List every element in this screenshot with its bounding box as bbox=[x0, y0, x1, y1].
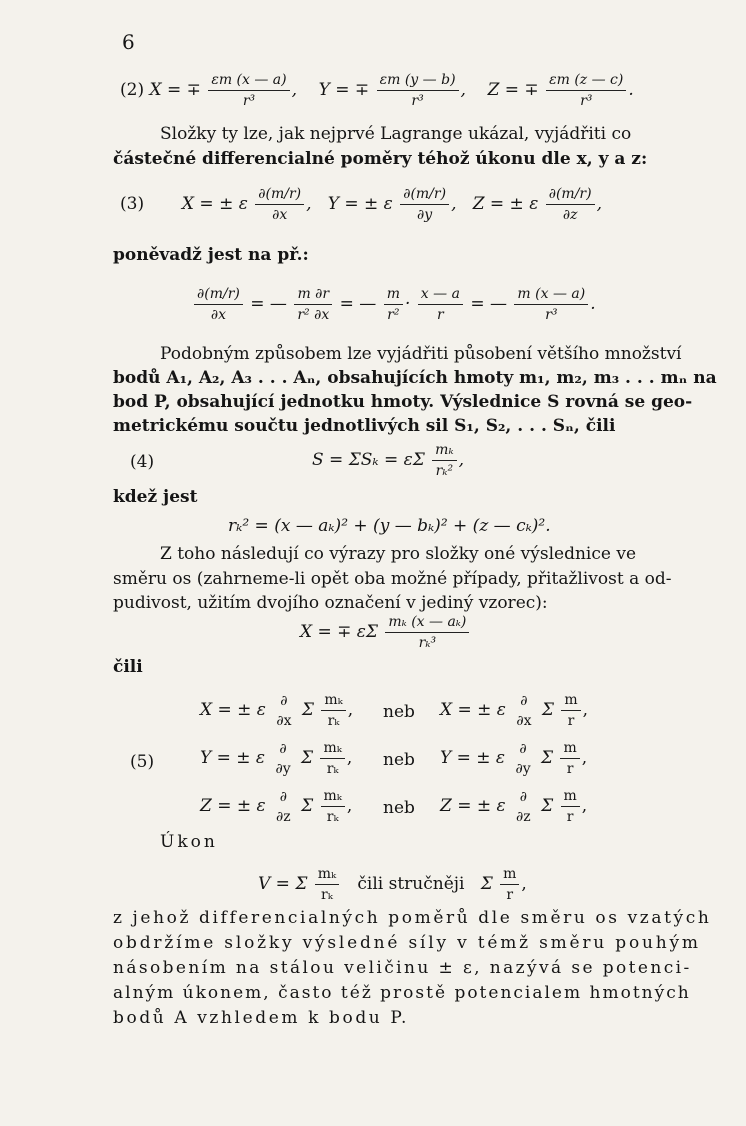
eq5-x-alt-num: m bbox=[561, 690, 580, 711]
ex-t2b-frac bbox=[418, 284, 463, 325]
eq5-x-alt-d: ∂ bbox=[520, 692, 528, 709]
eq5-z-alt-sum: Σ bbox=[541, 796, 554, 816]
eq4-frac bbox=[432, 440, 456, 481]
eq5-z-alt-frac bbox=[561, 786, 580, 827]
eqx-den: rₖ³ bbox=[418, 635, 437, 651]
eq3-z-frac bbox=[546, 184, 595, 225]
eq5-y-alt-num: m bbox=[560, 738, 579, 759]
eq3-y-frac bbox=[400, 184, 449, 225]
eqx-lhs: X = ∓ εΣ bbox=[300, 622, 378, 642]
eq5-y-alt-lhs: Y = ± ε bbox=[440, 748, 506, 768]
eq5-y-alt-dv: ∂y bbox=[515, 760, 531, 777]
eq2-x-num: εm (x — a) bbox=[208, 70, 289, 91]
eq5-y-alt-deriv bbox=[512, 739, 533, 779]
eq2-x-den: r³ bbox=[242, 93, 256, 109]
eq5-row-x: X = ± ε ∂ ∂x Σ $\frac{\text{mₖ}}{\text{rₖ}}$ , bbox=[200, 692, 354, 729]
eqv-sum: Σ bbox=[480, 874, 493, 894]
equation-4: S = ΣSₖ = εΣ $\frac{\text{mₖ}}{\text{rₖ²}}$ , bbox=[312, 442, 464, 479]
eqv-den2: r bbox=[506, 887, 514, 903]
eq5-row-y: Y = ± ε ∂ ∂y Σ $\frac{\text{mₖ}}{\text{rₖ}}$ , bbox=[200, 740, 353, 777]
eq5-z-alt-num: m bbox=[561, 786, 580, 807]
eq2-z-num: εm (z — c) bbox=[546, 70, 626, 91]
eq5-y-alt-sum: Σ bbox=[541, 748, 554, 768]
equation-5-label: (5) bbox=[130, 752, 155, 772]
eq3-y-den: ∂y bbox=[417, 207, 433, 223]
paragraph-1-line-1: Složky ty lze, jak nejprvé Lagrange ukázal, vyjádřiti co bbox=[160, 124, 632, 144]
eq5-z-sum: Σ bbox=[301, 796, 314, 816]
eq5-x-deriv bbox=[273, 691, 294, 731]
paragraph-4-line-2: obdržíme složky výsledné síly v témž směru pouhým bbox=[113, 933, 701, 953]
eq5-y-alt-d: ∂ bbox=[519, 740, 527, 757]
ex-lhs-num: ∂(m/r) bbox=[194, 284, 243, 305]
eq5-x-alt-sum: Σ bbox=[541, 700, 554, 720]
eq5-y-d: ∂ bbox=[279, 740, 287, 757]
ukon-text: Úkon bbox=[160, 832, 218, 852]
eq3-z-num: ∂(m/r) bbox=[546, 184, 595, 205]
eq5-z-deriv bbox=[273, 787, 294, 827]
eq2-z-frac bbox=[546, 70, 626, 111]
paragraph-1-line-2: částečné differencialné poměry téhož úkonu dle x, y a z: bbox=[113, 149, 648, 169]
eqv-mid: čili stručněji bbox=[357, 874, 465, 894]
eq5-neb-3: neb bbox=[383, 798, 415, 818]
eq5-x-alt-lhs: X = ± ε bbox=[440, 700, 506, 720]
ex-lhs-den: ∂x bbox=[210, 307, 226, 323]
eq5-neb-1: neb bbox=[383, 702, 415, 722]
eq5-z-alt-den: r bbox=[566, 809, 574, 825]
paragraph-2-line-4: metrickému součtu jednotlivých sil S₁, S₂, . . . Sₙ, čili bbox=[113, 416, 616, 436]
eq3-z-den: ∂z bbox=[562, 207, 578, 223]
equation-2: (2) X = ∓ $\frac{\varepsilon m (x — a)}{\text{r³}}$ , Y = ∓ $\frac{\varepsilon m (y — b)}{\text{r³}}$ , Z = ∓ $\frac{\varepsilon m (z — c)}{\text{r³}}$ . bbox=[120, 72, 634, 109]
eq3-z-lhs: Z = ± ε bbox=[472, 194, 539, 214]
eq5-z-alt-dv: ∂z bbox=[516, 808, 531, 825]
eq5-x-alt-den: r bbox=[567, 713, 575, 729]
eq5-x-sum: Σ bbox=[301, 700, 314, 720]
eq3-y-lhs: Y = ± ε bbox=[327, 194, 393, 214]
eq5-x-lhs: X = ± ε bbox=[200, 700, 266, 720]
eq5-row-z-alt: Z = ± ε ∂ ∂z Σ $\frac{m}{r}$ , bbox=[440, 788, 588, 825]
ponevadz-text: poněvadž jest na př.: bbox=[113, 245, 309, 265]
paragraph-4-line-5: bodů A vzhledem k bodu P. bbox=[113, 1008, 409, 1028]
equation-v: V = Σ $\frac{\text{mₖ}}{\text{rₖ}}$ čili stručněji Σ $\frac{m}{r}$ , bbox=[258, 866, 527, 903]
eq5-x-d: ∂ bbox=[280, 692, 288, 709]
eq5-x-alt-dv: ∂x bbox=[516, 712, 532, 729]
ex-lhs-frac bbox=[194, 284, 243, 325]
eq3-x-frac bbox=[255, 184, 304, 225]
eq5-neb-2: neb bbox=[383, 750, 415, 770]
eq4-lhs: S = ΣSₖ = εΣ bbox=[312, 450, 425, 470]
equation-r: rₖ² = (x — aₖ)² + (y — bₖ)² + (z — cₖ)². bbox=[228, 516, 551, 536]
eq5-x-num: mₖ bbox=[321, 690, 345, 711]
eqv-den: rₖ bbox=[321, 887, 333, 903]
eq3-x-num: ∂(m/r) bbox=[255, 184, 304, 205]
ex-t2a-den: r² bbox=[387, 307, 400, 323]
equation-3: (3) X = ± ε $\frac{\partial(m/r)}{\partial x}$ , Y = ± ε $\frac{\partial(m/r)}{\partial y}$ , Z = ± ε $\frac{\partial(m/r)}{\partial z}$ , bbox=[120, 186, 602, 223]
cili-text: čili bbox=[113, 657, 143, 677]
paragraph-4-line-1: z jehož differencialných poměrů dle směru os vzatých bbox=[113, 908, 712, 928]
ex-t3-den: r³ bbox=[545, 307, 558, 323]
eq3-y-num: ∂(m/r) bbox=[400, 184, 449, 205]
ex-t1-num: m ∂r bbox=[294, 284, 332, 305]
eq5-z-d: ∂ bbox=[279, 788, 287, 805]
kdez-text: kdež jest bbox=[113, 487, 198, 507]
eq3-x-den: ∂x bbox=[272, 207, 288, 223]
eq4-den: rₖ² bbox=[435, 463, 454, 479]
eq5-y-alt-frac bbox=[560, 738, 579, 779]
ex-t2a-frac bbox=[384, 284, 403, 325]
eq5-x-dv: ∂x bbox=[276, 712, 292, 729]
eq5-x-alt-deriv bbox=[513, 691, 534, 731]
eqv-lhs: V = Σ bbox=[258, 874, 308, 894]
eqx-frac bbox=[385, 612, 469, 653]
page-number: 6 bbox=[122, 30, 135, 54]
paragraph-3-line-1: Z toho následují co výrazy pro složky oné výslednice ve bbox=[160, 544, 637, 564]
paragraph-3-line-3: pudivost, užitím dvojího označení v jediný vzorec): bbox=[113, 593, 548, 613]
paragraph-3-line-2: směru os (zahrneme-li opět oba možné případy, přitažlivost a od- bbox=[113, 569, 672, 589]
eq2-z-lhs: Z = ∓ bbox=[487, 80, 539, 100]
eq2-y-den: r³ bbox=[411, 93, 424, 109]
eq5-z-den: rₖ bbox=[326, 809, 339, 825]
equation-x-sum bbox=[300, 612, 471, 653]
eq5-z-num: mₖ bbox=[321, 786, 345, 807]
eq2-y-frac bbox=[377, 70, 459, 111]
equation-4-label: (4) bbox=[130, 452, 155, 472]
ex-t3-frac bbox=[514, 284, 588, 325]
ex-t2a-num: m bbox=[384, 284, 403, 305]
ex-t1-den: r² ∂x bbox=[297, 307, 330, 323]
eq5-x-den: rₖ bbox=[327, 713, 340, 729]
eq2-y-num: εm (y — b) bbox=[377, 70, 459, 91]
eq5-z-alt-d: ∂ bbox=[519, 788, 527, 805]
eq5-x-frac bbox=[321, 690, 345, 731]
eq4-num: mₖ bbox=[432, 440, 456, 461]
eq5-y-frac bbox=[320, 738, 344, 779]
eqx-num: mₖ (x — aₖ) bbox=[385, 612, 469, 633]
equation-example: $\frac{\partial(m/r)}{\partial x}$ = — $\frac{m \partial r}{\text{r² ∂x}}$ = — $\frac{m}{\text{r²}}$ · $\frac{x — a}{r}$ = — $\frac{m (x — a)}{\text{r³}}$ . bbox=[192, 284, 596, 325]
eq5-row-z: Z = ± ε ∂ ∂z Σ $\frac{\text{mₖ}}{\text{rₖ}}$ , bbox=[200, 788, 353, 825]
eq5-z-alt-lhs: Z = ± ε bbox=[440, 796, 506, 816]
ex-t2b-den: r bbox=[437, 307, 444, 323]
eqv-num: mₖ bbox=[315, 864, 339, 885]
eqv-frac2 bbox=[500, 864, 519, 905]
ex-t2b-num: x — a bbox=[418, 284, 463, 305]
equation-3-label: (3) bbox=[120, 194, 145, 214]
eq5-y-sum: Σ bbox=[301, 748, 314, 768]
ex-t3-num: m (x — a) bbox=[514, 284, 588, 305]
paragraph-4-line-4: alným úkonem, často též prostě potencialem hmotných bbox=[113, 983, 691, 1003]
eqv-frac bbox=[315, 864, 339, 905]
ex-t1-frac bbox=[294, 284, 332, 325]
eq5-y-deriv bbox=[272, 739, 293, 779]
eq3-x-lhs: X = ± ε bbox=[181, 194, 248, 214]
eq5-row-y-alt: Y = ± ε ∂ ∂y Σ $\frac{m}{r}$ , bbox=[440, 740, 588, 777]
eq5-z-lhs: Z = ± ε bbox=[200, 796, 266, 816]
eq2-x-lhs: X = ∓ bbox=[149, 80, 201, 100]
eq5-y-dv: ∂y bbox=[275, 760, 291, 777]
equation-2-label: (2) bbox=[120, 80, 145, 100]
paragraph-2-line-3: bod P, obsahující jednotku hmoty. Výslednice S rovná se geo- bbox=[113, 392, 693, 412]
eq5-x-alt-frac bbox=[561, 690, 580, 731]
paragraph-2-line-1: Podobným způsobem lze vyjádřiti působení většího množství bbox=[160, 344, 682, 364]
eq2-z-den: r³ bbox=[580, 93, 593, 109]
eq5-z-alt-deriv bbox=[513, 787, 534, 827]
eq5-y-alt-den: r bbox=[566, 761, 574, 777]
eqv-num2: m bbox=[500, 864, 519, 885]
paragraph-2-line-2: bodů A₁, A₂, A₃ . . . Aₙ, obsahujících hmoty m₁, m₂, m₃ . . . mₙ na bbox=[113, 368, 717, 388]
eq5-y-den: rₖ bbox=[326, 761, 339, 777]
eq2-y-lhs: Y = ∓ bbox=[318, 80, 370, 100]
eq2-x-frac bbox=[208, 70, 289, 111]
paragraph-4-line-3: násobením na stálou veličinu ± ε, nazývá se potenci- bbox=[113, 958, 692, 978]
eq5-y-num: mₖ bbox=[320, 738, 344, 759]
eq5-z-frac bbox=[321, 786, 345, 827]
eq5-y-lhs: Y = ± ε bbox=[200, 748, 266, 768]
eq5-z-dv: ∂z bbox=[276, 808, 291, 825]
eq5-row-x-alt: X = ± ε ∂ ∂x Σ $\frac{m}{r}$ , bbox=[440, 692, 589, 729]
